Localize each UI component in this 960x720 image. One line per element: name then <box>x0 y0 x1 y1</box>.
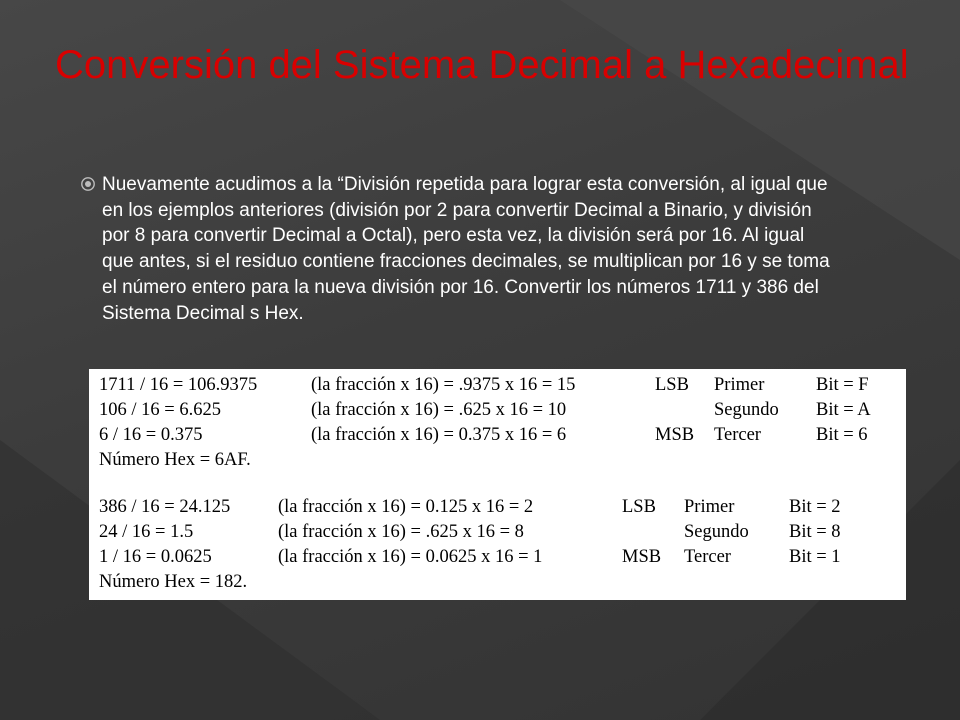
bullet-text: Nuevamente acudimos a la “División repetida para lograr esta conversión, al igual que en los ejemplos anteriores (división por 2 para convertir Decimal a Binario, y división por 8 para convertir Decimal a Octal), pero esta vez, la división será por 16. Al igual que antes, si el residuo contiene fracciones decimales, se multiplican por 16 y se toma el número entero para la nueva división por 16. Convertir los números 1711 y 386 del Sistema Decimal s Hex. <box>102 174 830 324</box>
hex-digit: Bit = 8 <box>789 522 841 542</box>
hex-digit: Bit = 6 <box>816 425 868 445</box>
calc-row <box>89 423 906 448</box>
circled-dot-bullet-icon <box>80 176 96 192</box>
hex-digit: Bit = 1 <box>789 547 841 567</box>
calc-result-row <box>89 448 906 473</box>
digit-position: Primer <box>714 375 765 395</box>
fraction-step: (la fracción x 16) = 0.0625 x 16 = 1 <box>278 547 543 567</box>
bit-significance-tag: MSB <box>622 547 662 567</box>
calc-result-row <box>89 570 906 595</box>
calc-row <box>89 495 906 520</box>
hex-result: Número Hex = 6AF. <box>99 450 251 470</box>
fraction-step: (la fracción x 16) = .625 x 16 = 10 <box>311 400 567 420</box>
conversion-calculations-image <box>89 369 906 600</box>
digit-position: Segundo <box>684 522 749 542</box>
division-step: 6 / 16 = 0.375 <box>99 425 203 445</box>
digit-position: Tercer <box>714 425 761 445</box>
conversion-block-1711 <box>89 373 906 473</box>
division-step: 106 / 16 = 6.625 <box>99 400 221 420</box>
calc-row <box>89 398 906 423</box>
hex-digit: Bit = 2 <box>789 497 841 517</box>
bit-significance-tag: LSB <box>655 375 689 395</box>
conversion-block-386 <box>89 495 906 595</box>
digit-position: Tercer <box>684 547 731 567</box>
division-step: 24 / 16 = 1.5 <box>99 522 194 542</box>
calc-row <box>89 545 906 570</box>
hex-digit: Bit = A <box>816 400 871 420</box>
slide-title: Conversión del Sistema Decimal a Hexadecimal <box>55 43 909 87</box>
bit-significance-tag: MSB <box>655 425 695 445</box>
division-step: 1 / 16 = 0.0625 <box>99 547 212 567</box>
bit-significance-tag: LSB <box>622 497 656 517</box>
fraction-step: (la fracción x 16) = .625 x 16 = 8 <box>278 522 524 542</box>
calc-row <box>89 373 906 398</box>
digit-position: Primer <box>684 497 735 517</box>
fraction-step: (la fracción x 16) = 0.375 x 16 = 6 <box>311 425 567 445</box>
fraction-step: (la fracción x 16) = .9375 x 16 = 15 <box>311 375 576 395</box>
division-step: 1711 / 16 = 106.9375 <box>99 375 258 395</box>
fraction-step: (la fracción x 16) = 0.125 x 16 = 2 <box>278 497 534 517</box>
hex-digit: Bit = F <box>816 375 869 395</box>
hex-result: Número Hex = 182. <box>99 572 248 592</box>
calc-row <box>89 520 906 545</box>
digit-position: Segundo <box>714 400 779 420</box>
division-step: 386 / 16 = 24.125 <box>99 497 231 517</box>
